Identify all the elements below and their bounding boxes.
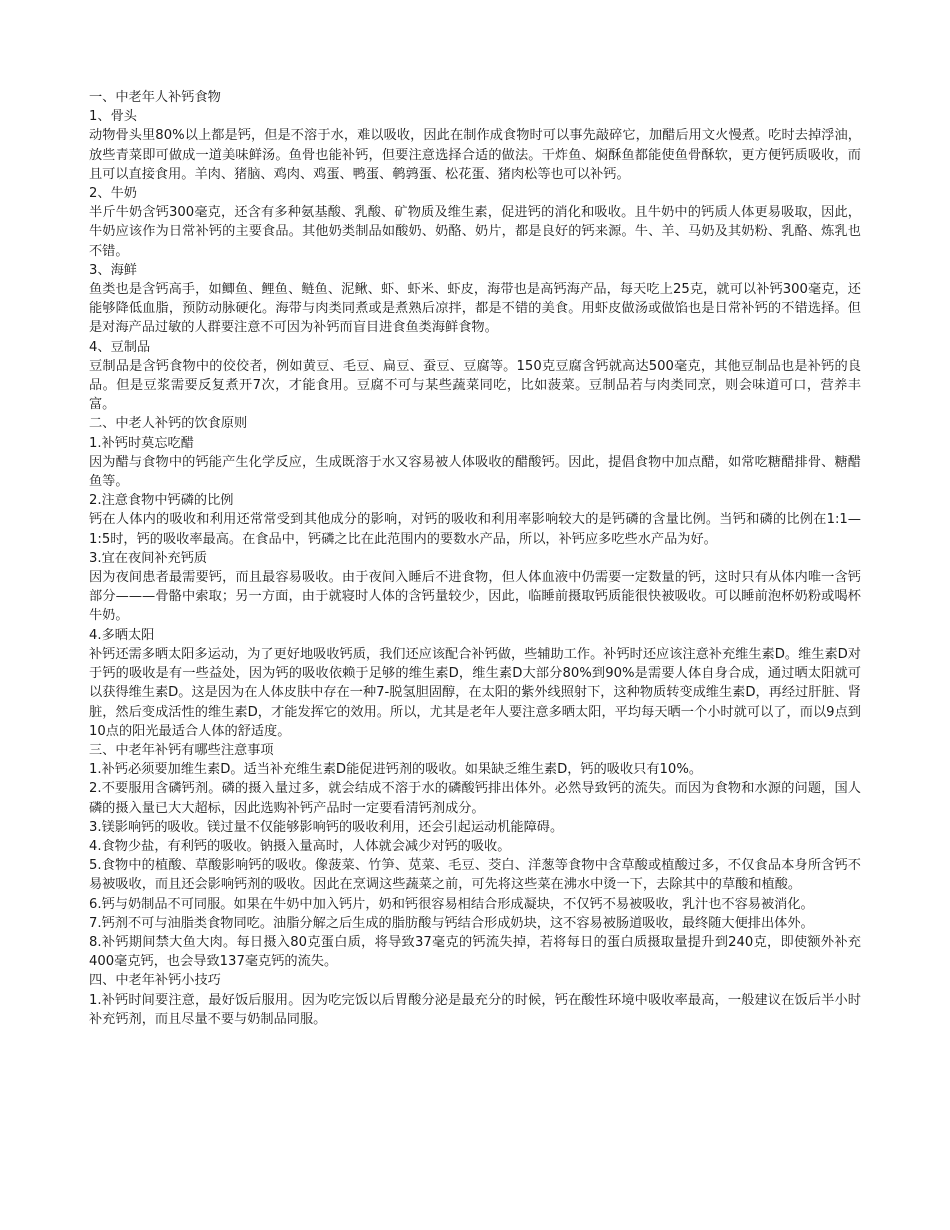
paragraph-sun: 补钙还需多晒太阳多运动，为了更好地吸收钙质，我们还应该配合补钙做，些辅助工作。补钙时还应该注意补充维生素D。维生素D对于钙的吸收是有一些益处，因为钙的吸收依赖于足够的维生素D，维生素D大部分80%到90%是需要人体自身合成，通过晒太阳就可以获得维生素D。这是因为在人体皮肤中存在一种7-脱氢胆固醇，在太阳的紫外线照射下，这种物质转变成维生素D，再经过肝脏、肾脏，然后变成活性的维生素D，才能发挥它的效用。所以，尤其是老年人要注意多晒太阳，平均每天晒一个小时就可以了，而以9点到10点的阳光最适合人体的舒适度。 bbox=[89, 646, 861, 739]
paragraph-bone: 动物骨头里80%以上都是钙，但是不溶于水，难以吸收，因此在制作成食物时可以事先敲碎它，加醋后用文火慢煮。吃时去掉浮油，放些青菜即可做成一道美味鲜汤。鱼骨也能补钙，但要注意选择合适的做法。干炸鱼、焖酥鱼都能使鱼骨酥软，更方便钙质吸收，而且可以直接食用。羊肉、猪脑、鸡肉、鸡蛋、鸭蛋、鹌鹑蛋、松花蛋、猪肉松等也可以补钙。 bbox=[89, 128, 861, 182]
list-item-6: 6.钙与奶制品不可同服。如果在牛奶中加入钙片，奶和钙很容易相结合形成凝块，不仅钙不易被吸收，乳汁也不容易被消化。 bbox=[89, 896, 814, 912]
subheading-vinegar: 1.补钙时莫忘吃醋 bbox=[89, 435, 194, 451]
list-item-2: 2.不要服用含磷钙剂。磷的摄入量过多，就会结成不溶于水的磷酸钙排出体外。必然导致钙的流失。而因为食物和水源的问题，国人磷的摄入量已大大超标，因此选购补钙产品时一定要看清钙剂成分。 bbox=[89, 781, 861, 816]
list-item-3: 3.镁影响钙的吸收。镁过量不仅能够影响钙的吸收利用，还会引起运动机能障碍。 bbox=[89, 819, 564, 835]
tip-item-1: 1.补钙时间要注意，最好饭后服用。因为吃完饭以后胃酸分泌是最充分的时候，钙在酸性环境中吸收率最高，一般建议在饭后半小时补充钙剂，而且尽量不要与奶制品同服。 bbox=[89, 992, 861, 1027]
subheading-night: 3.宜在夜间补充钙质 bbox=[89, 550, 208, 566]
subheading-soy: 4、豆制品 bbox=[89, 339, 151, 355]
section-heading-4: 四、中老年补钙小技巧 bbox=[89, 973, 221, 989]
section-heading-1: 一、中老年人补钙食物 bbox=[89, 90, 221, 105]
paragraph-seafood: 鱼类也是含钙高手，如鲫鱼、鲤鱼、鲢鱼、泥鳅、虾、虾米、虾皮，海带也是高钙海产品，每天吃上25克，就可以补钙300毫克，还能够降低血脂，预防动脉硬化。海带与肉类同煮或是煮熟后凉拌，都是不错的美食。用虾皮做汤或做馅也是日常补钙的不错选择。但是对海产品过敏的人群要注意不可因为补钙而盲目进食鱼类海鲜食物。 bbox=[89, 282, 861, 336]
paragraph-milk: 半斤牛奶含钙300毫克，还含有多种氨基酸、乳酸、矿物质及维生素，促进钙的消化和吸收。且牛奶中的钙质人体更易吸取，因此，牛奶应该作为日常补钙的主要食品。其他奶类制品如酸奶、奶酪、奶片，都是良好的钙来源。牛、羊、马奶及其奶粉、乳酪、炼乳也不错。 bbox=[89, 205, 861, 259]
subheading-sun: 4.多晒太阳 bbox=[89, 627, 155, 643]
section-heading-2: 二、中老人补钙的饮食原则 bbox=[89, 416, 248, 432]
paragraph-vinegar: 因为醋与食物中的钙能产生化学反应，生成既溶于水又容易被人体吸收的醋酸钙。因此，提倡食物中加点醋，如常吃糖醋排骨、糖醋鱼等。 bbox=[89, 454, 861, 490]
list-item-4: 4.食物少盐，有利钙的吸收。钠摄入量高时，人体就会减少对钙的吸收。 bbox=[89, 838, 511, 854]
paragraph-ratio: 钙在人体内的吸收和利用还常常受到其他成分的影响，对钙的吸收和利用率影响较大的是钙磷的含量比例。当钙和磷的比例在1:1—1:5时，钙的吸收率最高。在食品中，钙磷之比在此范围内的要数水产品，所以，补钙应多吃些水产品为好。 bbox=[89, 512, 861, 547]
document-body bbox=[89, 88, 861, 1029]
subheading-seafood: 3、海鲜 bbox=[89, 262, 137, 278]
subheading-bone: 1、骨头 bbox=[89, 109, 137, 125]
list-item-8: 8.补钙期间禁大鱼大肉。每日摄入80克蛋白质，将导致37毫克的钙流失掉，若将每日的蛋白质摄取量提升到240克，即使额外补充400毫克钙，也会导致137毫克钙的流失。 bbox=[89, 934, 861, 970]
list-item-1: 1.补钙必须要加维生素D。适当补充维生素D能促进钙剂的吸收。如果缺乏维生素D，钙的吸收只有10%。 bbox=[89, 762, 703, 778]
list-item-5: 5.食物中的植酸、草酸影响钙的吸收。像菠菜、竹笋、苋菜、毛豆、茭白、洋葱等食物中含草酸或植酸过多，不仅食品本身所含钙不易被吸收，而且还会影响钙剂的吸收。因此在烹调这些蔬菜之前，可先将这些菜在沸水中烫一下，去除其中的草酸和植酸。 bbox=[89, 858, 861, 893]
paragraph-night: 因为夜间患者最需要钙，而且最容易吸收。由于夜间入睡后不进食物，但人体血液中仍需要一定数量的钙，这时只有从体内唯一含钙部分———骨骼中索取；另一方面，由于就寝时人体的含钙量较少，因此，临睡前摄取钙质能很快被吸收。可以睡前泡杯奶粉或喝杯牛奶。 bbox=[89, 570, 861, 624]
subheading-ratio: 2.注意食物中钙磷的比例 bbox=[89, 493, 234, 509]
paragraph-soy: 豆制品是含钙食物中的佼佼者，例如黄豆、毛豆、扁豆、蚕豆、豆腐等。150克豆腐含钙就高达500毫克，其他豆制品也是补钙的良品。但是豆浆需要反复煮开7次，才能食用。豆腐不可与某些蔬菜同吃，比如菠菜。豆制品若与肉类同烹，则会味道可口，营养丰富。 bbox=[89, 358, 861, 413]
subheading-milk: 2、牛奶 bbox=[89, 186, 137, 202]
list-item-7: 7.钙剂不可与油脂类食物同吃。油脂分解之后生成的脂肪酸与钙结合形成奶块，这不容易被肠道吸收，最终随大便排出体外。 bbox=[89, 915, 814, 931]
section-heading-3: 三、中老年补钙有哪些注意事项 bbox=[89, 742, 274, 758]
